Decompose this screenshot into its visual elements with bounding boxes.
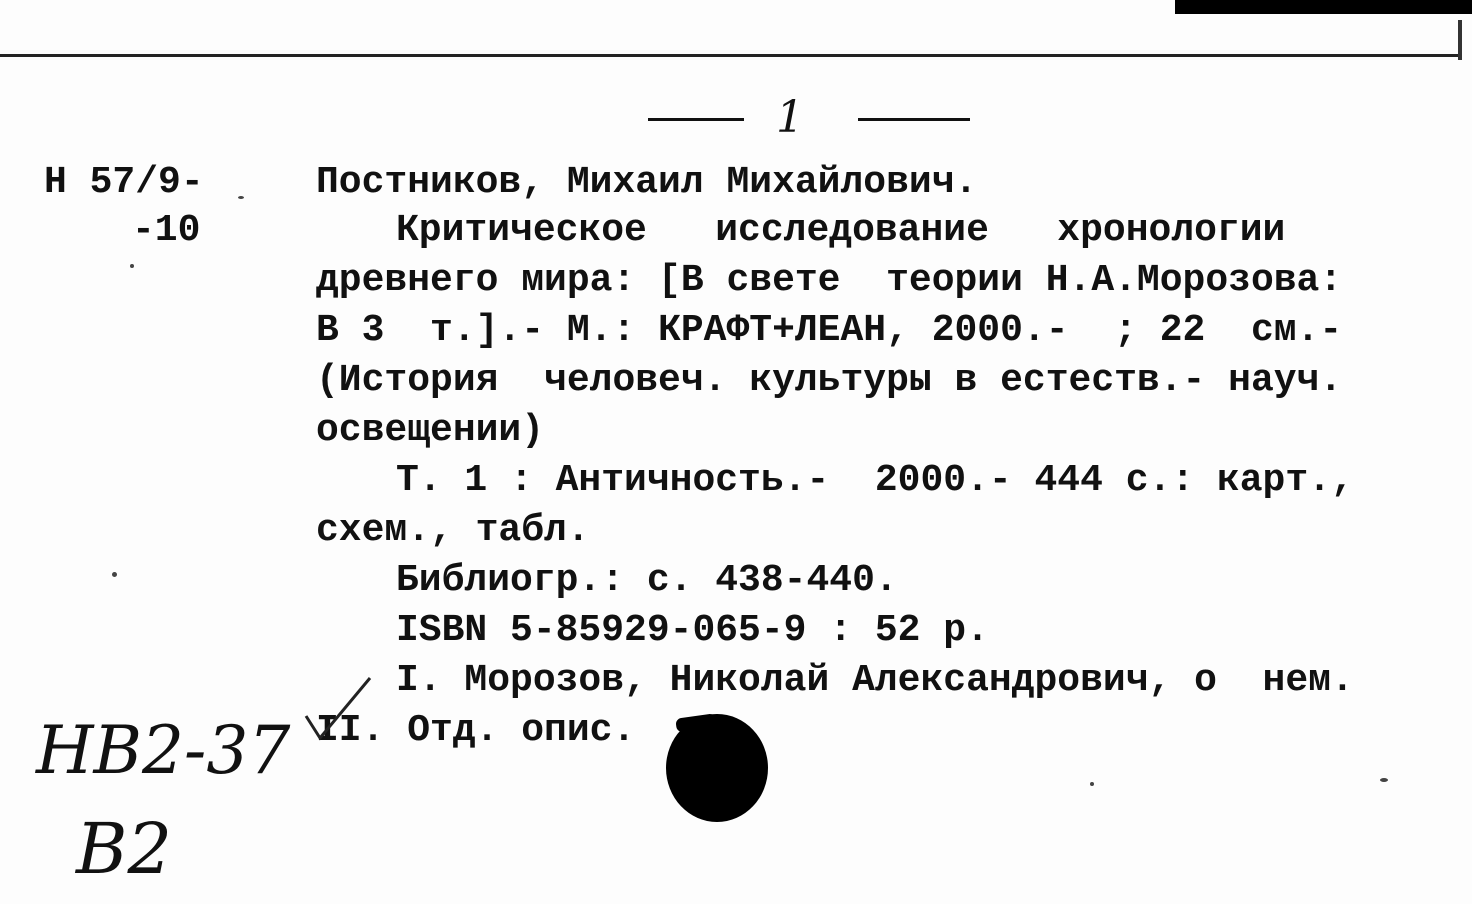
volume-line-1: Т. 1 : Античность.- 2000.- 444 с.: карт.,: [396, 459, 1354, 502]
scan-speck: [1380, 778, 1388, 782]
shelf-mark-line2: -10: [132, 209, 201, 252]
title-line-3: В 3 т.].- М.: КРАФТ+ЛЕАН, 2000.- ; 22 см.-: [316, 309, 1343, 352]
tracing-subject: II. Отд. опис.: [316, 709, 636, 752]
title-line-4: (История человеч. культуры в естеств.- науч.: [316, 359, 1343, 402]
handwritten-location-code-2: В2: [76, 808, 172, 890]
ink-blot: [666, 714, 768, 822]
title-line-2: древнего мира: [В свете теории Н.А.Морозова:: [316, 259, 1343, 302]
title-line-5: освещении): [316, 409, 545, 452]
scan-speck: [130, 264, 134, 268]
author-heading: Постников, Михаил Михайлович.: [316, 161, 978, 204]
bibliography-note: Библиогр.: с. 438-440.: [396, 559, 898, 602]
rule-end-mark: [1458, 20, 1462, 60]
card-number: 1: [776, 92, 804, 143]
check-mark-icon: [300, 676, 390, 746]
scan-speck: [238, 196, 244, 199]
isbn-price: ISBN 5-85929-065-9 : 52 р.: [396, 609, 989, 652]
scan-speck: [112, 572, 117, 577]
number-dash-left: [648, 118, 744, 121]
handwritten-location-code: НВ2-37: [36, 712, 291, 789]
title-line-1: Критическое исследование хронологии: [396, 209, 1286, 252]
number-dash-right: [858, 118, 970, 121]
card-top-border: [0, 0, 1472, 14]
scan-speck: [1090, 782, 1094, 786]
tracing-added-entry: I. Морозов, Николай Александрович, о нем.: [396, 659, 1354, 702]
volume-line-2: схем., табл.: [316, 509, 590, 552]
shelf-mark-line1: Н 57/9-: [44, 161, 204, 204]
header-rule: [0, 54, 1462, 57]
